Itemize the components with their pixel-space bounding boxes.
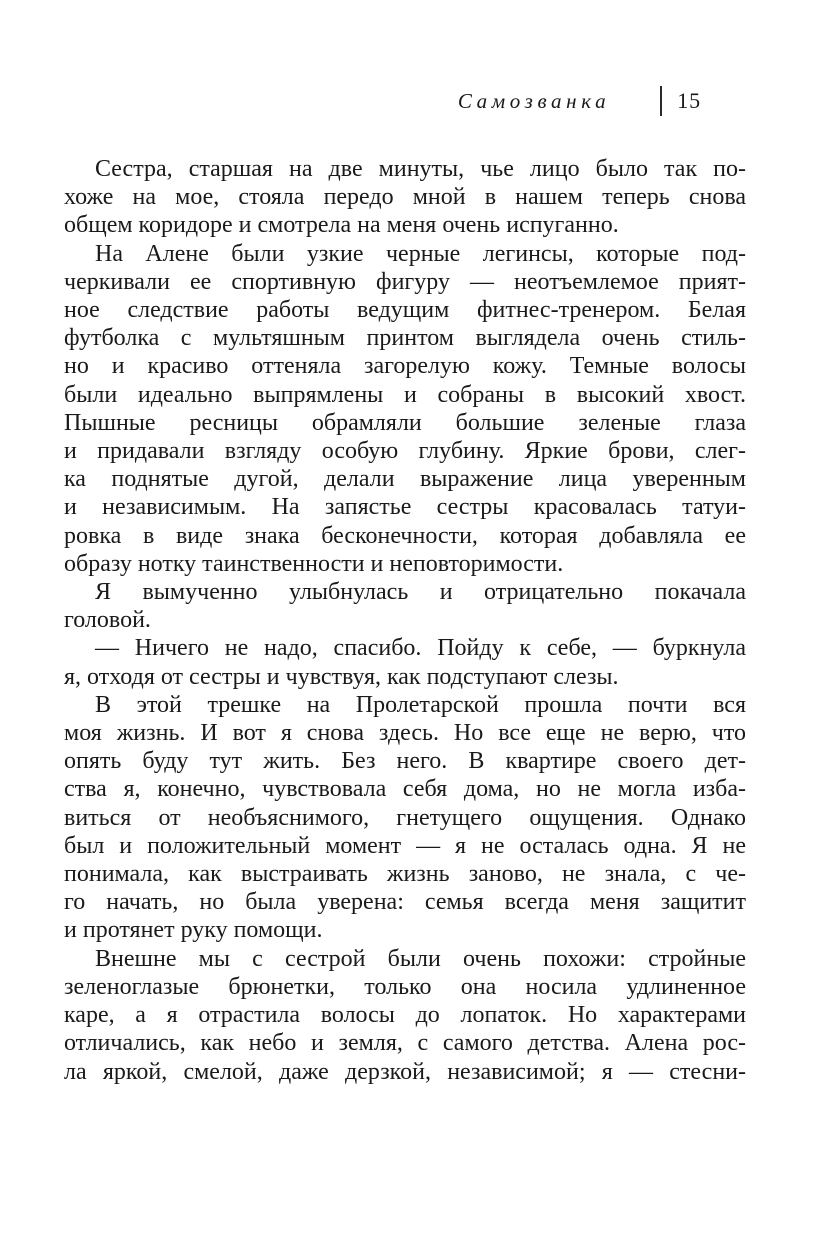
text-line: го начать, но была уверена: семья всегда меня защитит [64, 889, 746, 916]
text-line: но и красиво оттеняла загорелую кожу. Темные волосы [64, 353, 746, 380]
text-line: и придавали взгляду особую глубину. Яркие брови, слег- [64, 438, 746, 465]
page-number: 15 [677, 88, 701, 113]
text-line: На Алене были узкие черные легинсы, которые под- [95, 240, 746, 267]
text-line: Внешне мы с сестрой были очень похожи: стройные [95, 945, 746, 972]
text-line: был и положительный момент — я не осталась одна. Я не [64, 832, 746, 859]
text-line: я, отходя от сестры и чувствуя, как подступают слезы. [64, 663, 619, 690]
text-line: ка поднятые дугой, делали выражение лица уверенным [64, 466, 746, 493]
text-line: понимала, как выстраивать жизнь заново, не знала, с че- [64, 861, 746, 888]
text-line: черкивали ее спортивную фигуру — неотъемлемое прият- [64, 268, 746, 295]
text-line: общем коридоре и смотрела на меня очень испуганно. [64, 212, 619, 239]
paragraph [64, 155, 746, 240]
text-line: Я вымученно улыбнулась и отрицательно покачала [95, 579, 746, 606]
text-line: ное следствие работы ведущим фитнес-тренером. Белая [64, 297, 746, 324]
page-text [64, 155, 746, 1086]
text-line: образу нотку таинственности и неповторимости. [64, 550, 564, 577]
text-line: моя жизнь. И вот я снова здесь. Но все еще не верю, что [64, 720, 746, 747]
text-line: Пышные ресницы обрамляли большие зеленые глаза [64, 409, 746, 436]
text-line: ла яркой, смелой, даже дерзкой, независимой; я — стесни- [64, 1058, 746, 1085]
running-title: Самозванка [457, 88, 611, 113]
text-line: ровка в виде знака бесконечности, которая добавляла ее [64, 522, 746, 549]
text-line: и независимым. На запястье сестры красовалась татуи- [64, 494, 746, 521]
text-line: каре, а я отрастила волосы до лопаток. Но характерами [64, 1002, 746, 1029]
text-line: Сестра, старшая на две минуты, чье лицо было так по- [95, 156, 746, 182]
header-divider-rule [660, 86, 662, 116]
text-line: виться от необъяснимого, гнетущего ощущения. Однако [64, 804, 746, 831]
paragraph [64, 240, 746, 578]
text-line: футболка с мультяшным принтом выглядела очень стиль- [64, 325, 746, 352]
text-line: ства я, конечно, чувствовала себя дома, но не могла изба- [64, 776, 746, 803]
paragraph [64, 945, 746, 1086]
text-line: хоже на мое, стояла передо мной в нашем теперь снова [64, 184, 746, 211]
paragraph [64, 578, 746, 634]
text-line: головой. [64, 607, 151, 634]
text-line: были идеально выпрямлены и собраны в высокий хвост. [64, 381, 746, 408]
paragraph [64, 634, 746, 690]
paragraph [64, 691, 746, 945]
text-line: и протянет руку помощи. [64, 917, 323, 944]
text-line: отличались, как небо и земля, с самого детства. Алена рос- [64, 1030, 746, 1057]
running-header [458, 86, 701, 116]
text-line: опять буду тут жить. Без него. В квартире своего дет- [64, 748, 746, 775]
text-line: — Ничего не надо, спасибо. Пойду к себе, — буркнула [95, 635, 746, 662]
text-line: В этой трешке на Пролетарской прошла почти вся [95, 691, 746, 718]
text-line: зеленоглазые брюнетки, только она носила удлиненное [64, 973, 746, 1000]
